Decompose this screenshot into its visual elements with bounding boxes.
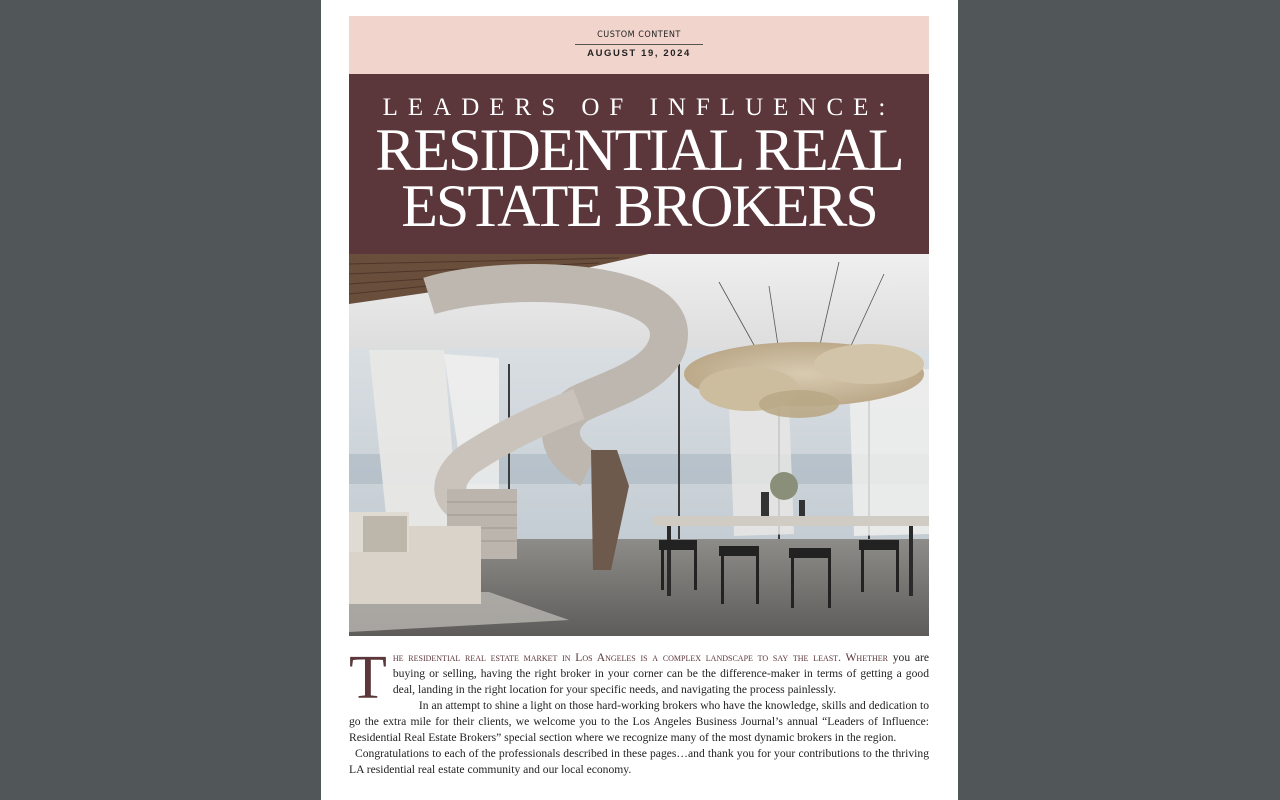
banner-kicker: LEADERS OF INFLUENCE:: [382, 94, 896, 121]
drop-cap: T: [349, 644, 387, 712]
header-rule: [575, 44, 703, 45]
page-title: [349, 117, 929, 239]
lead-in: he residential real estate market in Los Angeles is a complex landscape to say the least. Whether: [392, 651, 888, 664]
section-kicker: CUSTOM CONTENT: [597, 30, 681, 40]
paragraph-2: In an attempt to shine a light on those hard-working brokers who have the knowledge, skills and dedication to go the extra mile for their clients, we welcome you to the Los Angeles Business Journal’s annual “Leaders of Influence: Residential Real Estate Brokers” special section where we recognize many of the most dynamic brokers in the region.: [349, 699, 929, 744]
title-line-2: ESTATE BROKERS: [401, 173, 877, 239]
issue-date: AUGUST 19, 2024: [587, 48, 691, 59]
paragraph-1: you are buying or selling, having the right broker in your corner can be the difference-maker in terms of getting a good deal, landing in the right location for your specific needs, and navigating the process painlessly.: [392, 651, 929, 696]
title-line-1: RESIDENTIAL REAL: [375, 117, 903, 183]
header-band: [349, 16, 929, 74]
document-page: [321, 0, 958, 800]
paragraph-3: Congratulations to each of the professionals described in these pages…and thank you for your contributions to the thriving LA residential real estate community and our local economy.: [349, 747, 929, 776]
hero-photo: [349, 254, 929, 636]
article-body: [349, 644, 929, 778]
title-banner: [349, 74, 929, 254]
